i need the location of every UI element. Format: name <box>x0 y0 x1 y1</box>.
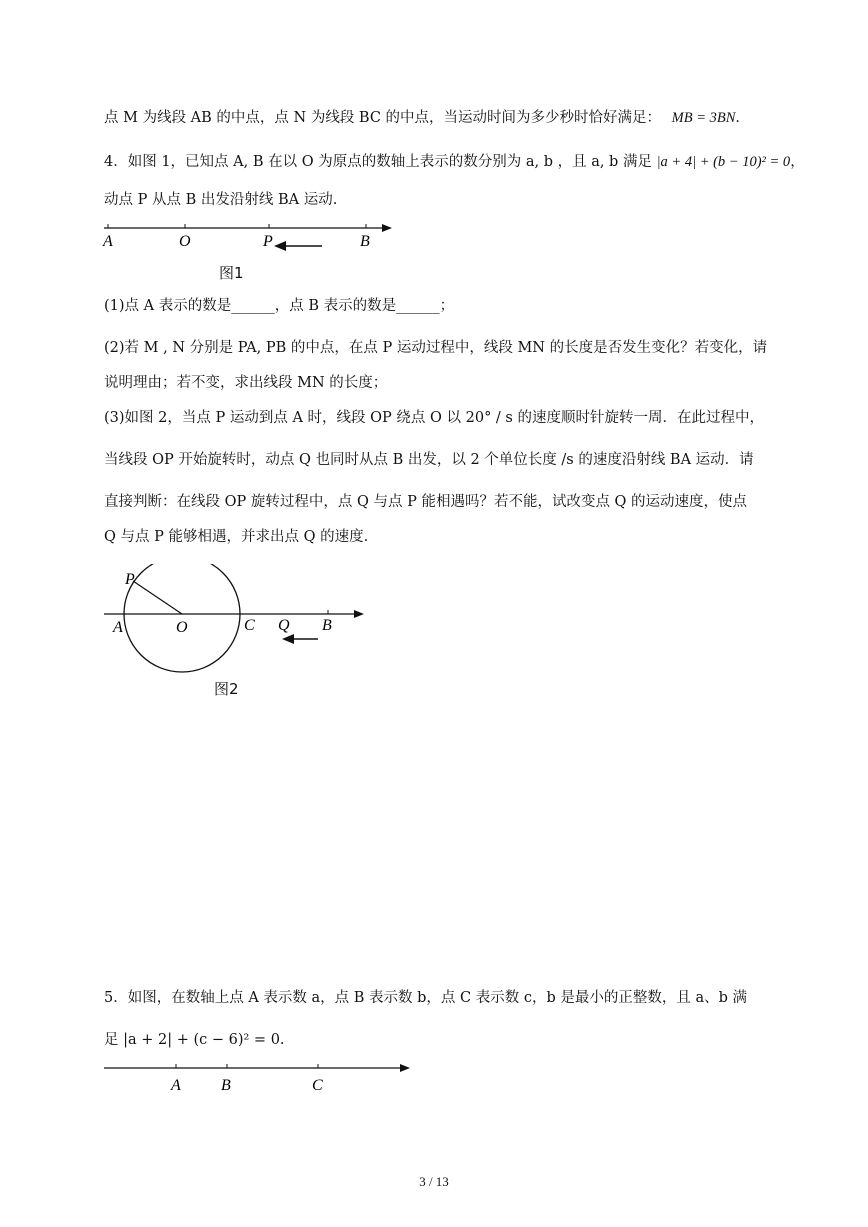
question-1: (1)点 A 表示的数是______，点 B 表示的数是______； <box>104 298 455 314</box>
question-2-line-1: (2)若 M , N 分别是 PA, PB 的中点，在点 P 运动过程中，线段 MN 的长度是否发生变化？若变化，请 <box>104 340 768 356</box>
question-3-line-4: Q 与点 P 能够相遇，并求出点 Q 的速度. <box>104 529 369 545</box>
fig1-label-b: B <box>360 233 370 250</box>
fig2-label-a: A <box>113 619 123 636</box>
fig3-label-b: B <box>221 1077 231 1094</box>
figure-1-number-line <box>100 218 400 288</box>
text-line-1: 点 M 为线段 AB 的中点，点 N 为线段 BC 的中点，当运动时间为多少秒时恰好满足： MB = 3BN． <box>104 110 750 126</box>
problem-4-line-2: 动点 P 从点 B 出发沿射线 BA 运动. <box>104 192 338 208</box>
fig3-label-a: A <box>171 1077 181 1094</box>
fig3-label-c: C <box>312 1077 323 1094</box>
fig2-label-p: P <box>125 571 135 588</box>
question-2-line-2: 说明理由；若不变，求出线段 MN 的长度； <box>104 375 388 391</box>
fig1-label-a: A <box>103 233 113 250</box>
question-3-line-3: 直接判断：在线段 OP 旋转过程中，点 Q 与点 P 能相遇吗？若不能，试改变点 Q 的运动速度，使点 <box>104 494 748 510</box>
fig2-label-o: O <box>176 619 188 636</box>
fig1-label-p: P <box>263 233 273 250</box>
fig2-label-b: B <box>322 617 332 634</box>
fig2-label-c: C <box>244 617 255 634</box>
figure-2-circle-number-line <box>100 564 380 684</box>
fig2-label-q: Q <box>278 617 290 634</box>
question-3-line-1: (3)如图 2，当点 P 运动到点 A 时，线段 OP 绕点 O 以 20° / s 的速度顺时针旋转一周．在此过程中， <box>104 410 764 426</box>
figure-1-caption: 图1 <box>219 264 244 282</box>
problem-4-line-1: 4．如图 1，已知点 A, B 在以 O 为原点的数轴上表示的数分别为 a, b ，且 a, b 满足 |a + 4| + (b − 10)² = 0， <box>104 154 805 170</box>
figure-3-number-line <box>100 1060 420 1100</box>
fig1-label-o: O <box>179 233 191 250</box>
problem-5-line-2: 足 |a + 2| + (c − 6)² = 0. <box>104 1032 285 1048</box>
question-3-line-2: 当线段 OP 开始旋转时，动点 Q 也同时从点 B 出发，以 2 个单位长度 /s 的速度沿射线 BA 运动．请 <box>104 452 754 468</box>
problem-5-line-1: 5．如图，在数轴上点 A 表示数 a，点 B 表示数 b，点 C 表示数 c，b 是最小的正整数，且 a、b 满 <box>104 990 748 1006</box>
figure-2-caption: 图2 <box>214 680 239 698</box>
page-number: 3 / 13 <box>419 1174 449 1189</box>
